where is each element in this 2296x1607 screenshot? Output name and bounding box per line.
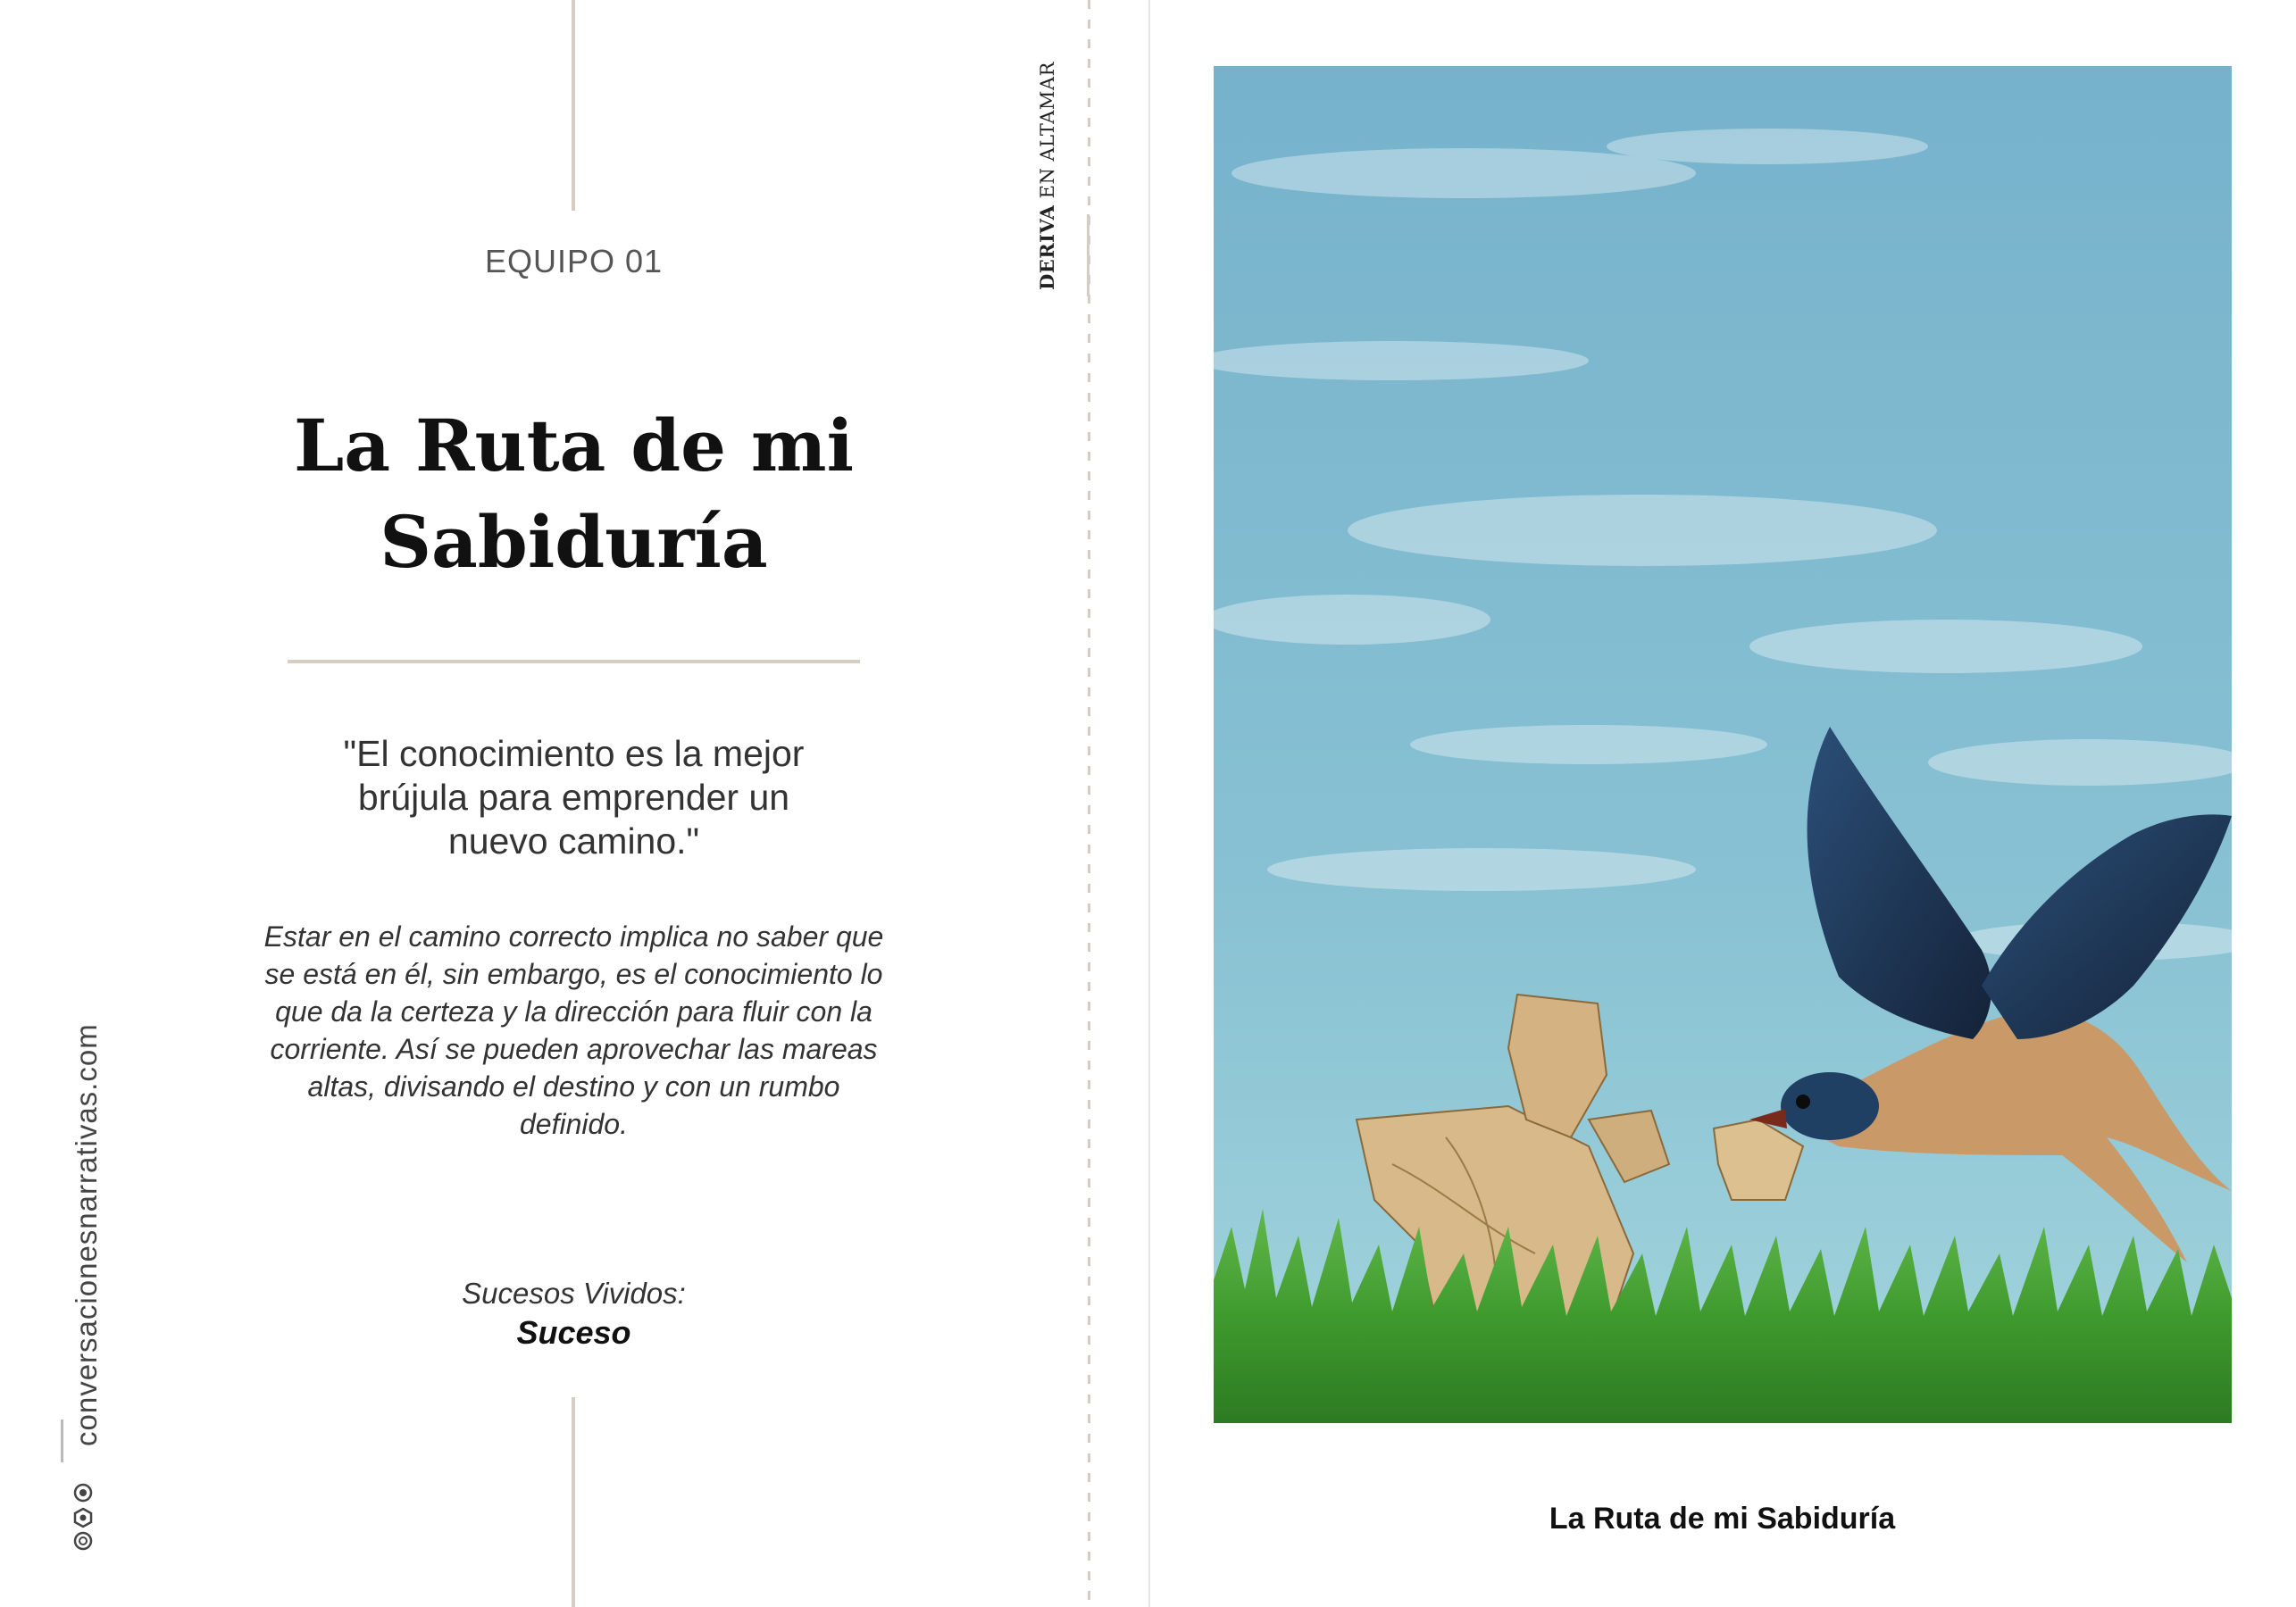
title-line-2: Sabiduría [380, 500, 768, 584]
spine-title-bold: DERIVA [1036, 204, 1058, 290]
quote-line: brújula para emprender un [357, 777, 790, 818]
events-value: Suceso [516, 1314, 631, 1351]
illustration-caption: La Ruta de mi Sabiduría [1549, 1502, 1896, 1536]
events-label: Sucesos Vividos: [462, 1277, 686, 1310]
title-line-1: La Ruta de mi [294, 404, 854, 487]
body-paragraph [259, 918, 889, 1143]
body-line: altas, divisando el destino y con un rumbo [307, 1070, 840, 1103]
spine-title [1036, 62, 1058, 290]
quote-line: "El conocimiento es la mejor [343, 733, 805, 774]
body-line: se está en él, sin embargo, es el conocimiento lo [264, 958, 883, 990]
bottom-divider [572, 1397, 575, 1607]
publisher-logo-icon [66, 1482, 100, 1553]
top-divider [572, 0, 575, 211]
quote-line: nuevo camino." [447, 820, 700, 862]
page-title [0, 397, 1148, 590]
body-line: corriente. Así se pueden aprovechar las mareas [270, 1033, 878, 1065]
swallow-illustration [1214, 66, 2232, 1423]
spine-title-regular: EN ALTAMAR [1037, 62, 1058, 205]
title-divider [288, 660, 860, 663]
body-line: que da la certeza y la dirección para fluir con la [275, 995, 872, 1028]
quote [295, 732, 853, 863]
website-link[interactable]: conversacionesnarrativas.com [70, 1023, 103, 1446]
spine-divider [1087, 214, 1090, 296]
body-line: Estar en el camino correcto implica no saber que [263, 920, 884, 953]
body-line: definido. [520, 1108, 628, 1140]
team-label: EQUIPO 01 [484, 243, 664, 279]
website-separator [61, 1420, 63, 1462]
